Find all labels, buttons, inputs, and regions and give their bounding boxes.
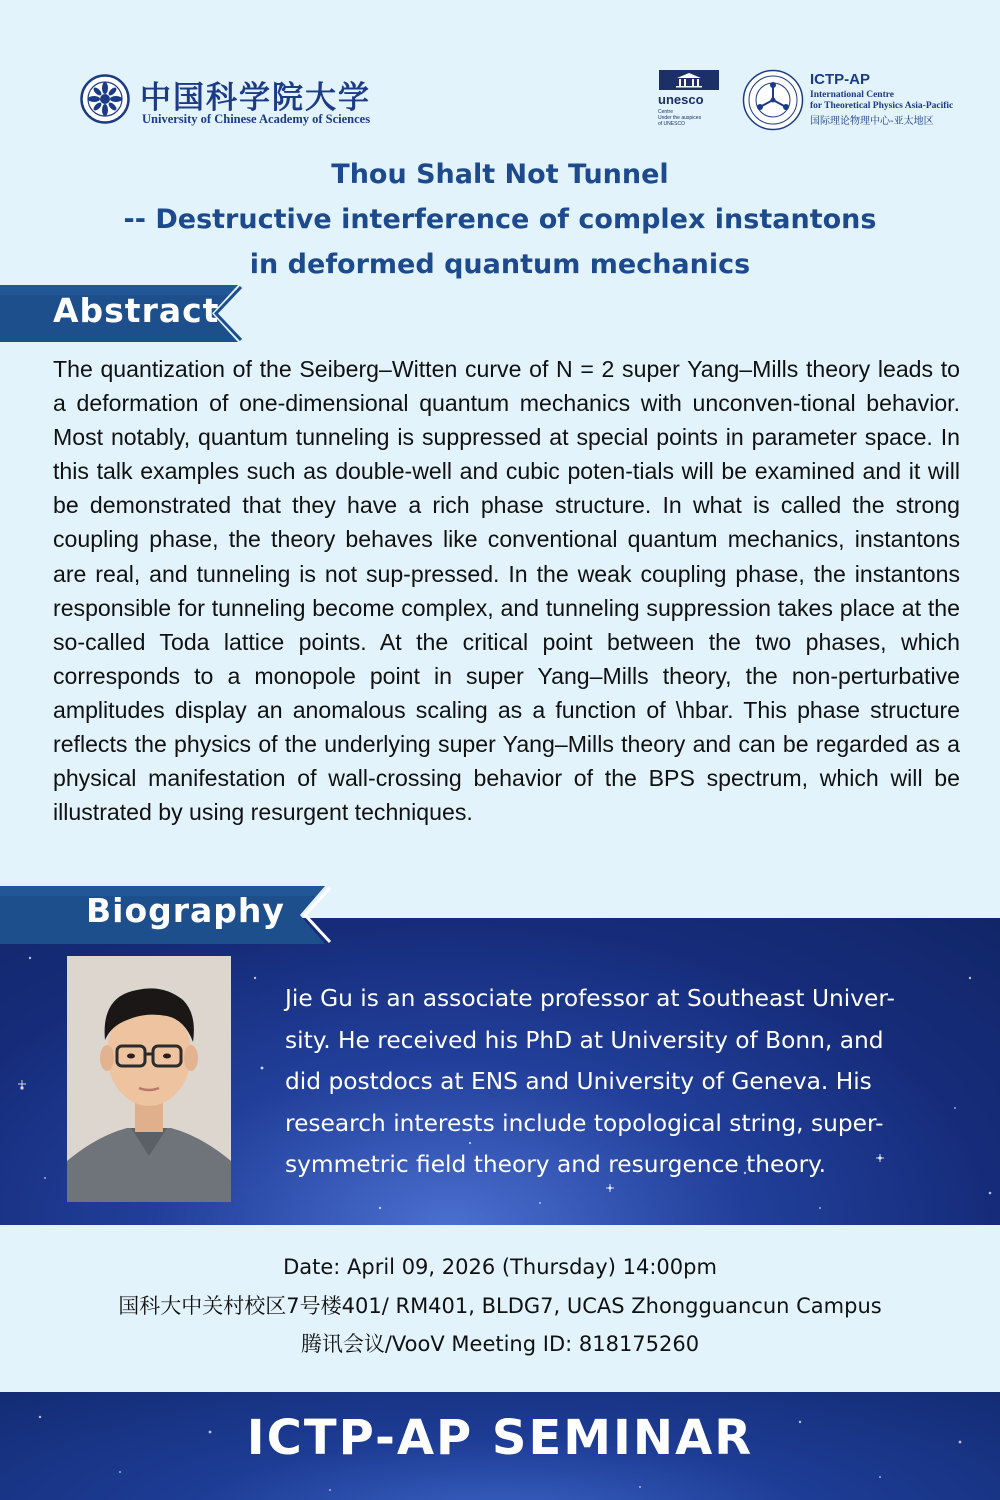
abstract-text: The quantization of the Seiberg–Witten curve of N = 2 super Yang–Mills theory leads to a deformation of one-dimensional quantum mechanics with unconven-tional behavior. Most notably, quantum tunneling is suppressed at special points in parameter space. In this talk examples such as double-well and cubic poten-tials will be examined and it will be demonstrated that they have a rich phase structure. In what is called the strong coupling phase, the theory behaves like conventional quantum mechanics, instantons are real, and tunneling is not sup-pressed. In the weak coupling phase, the instantons responsible for tunneling become complex, and tunneling suppression takes place at the so-called Toda lattice points. At the critical point between the two phases, which corresponds to a monopole point in super Yang–Mills theory, the non-perturbative amplitudes display an anomalous scaling as a function of \hbar. This phase structure reflects the physics of the underlying super Yang–Mills theory and can be regarded as a physical manifestation of wall-crossing behavior of the BPS spectrum, which will be illustrated by using resurgent techniques.	[53, 356, 960, 826]
ictp-name-line: for Theoretical Physics Asia-Pacific	[810, 101, 954, 111]
unesco-note-line: Centre	[658, 109, 674, 115]
biography-banner	[0, 886, 345, 944]
biography-line: research interests include topological string, super-	[285, 1109, 884, 1137]
talk-title-line: -- Destructive interference of complex instantons	[123, 204, 877, 235]
ictp-name-line: International Centre	[810, 90, 894, 100]
unesco-temple-icon	[659, 70, 719, 90]
biography-line: sity. He received his PhD at University of Bonn, and	[285, 1026, 884, 1054]
event-date: Date: April 09, 2026 (Thursday) 14:00pm	[283, 1255, 717, 1279]
biography-line: Jie Gu is an associate professor at Southeast Univer-	[285, 985, 895, 1012]
talk-title	[0, 152, 1000, 287]
speaker-photo	[67, 956, 231, 1202]
seminar-series-title: ICTP-AP SEMINAR	[246, 1410, 754, 1466]
unesco-wordmark: unesco	[658, 92, 704, 107]
abstract-banner	[0, 285, 252, 342]
ucas-logo	[80, 72, 370, 134]
biography-heading: Biography	[86, 891, 285, 930]
footer	[0, 1392, 1000, 1500]
unesco-logo	[655, 70, 725, 130]
unesco-note	[658, 109, 718, 127]
talk-title-line: in deformed quantum mechanics	[249, 249, 751, 280]
event-meeting-id: 腾讯会议/VooV Meeting ID: 818175260	[300, 1332, 700, 1356]
speaker-portrait-icon	[67, 956, 231, 1202]
event-venue: 国科大中关村校区7号楼401/ RM401, BLDG7, UCAS Zhongguancun Campus	[118, 1293, 882, 1318]
abstract-heading: Abstract	[53, 291, 220, 330]
event-info	[0, 1248, 1000, 1364]
unesco-note-line: of UNESCO	[658, 121, 685, 127]
biography-line: did postdocs at ENS and University of Geneva. His	[285, 1068, 872, 1095]
ictp-name-cn: 国际理论物理中心-亚太地区	[810, 116, 934, 127]
ucas-name-en: University of Chinese Academy of Sciences	[142, 112, 371, 126]
ucas-name-cn: 中国科学院大学	[140, 80, 371, 116]
unesco-note-line: Under the auspices	[658, 115, 702, 121]
ucas-seal-icon	[80, 74, 130, 124]
ictp-title: ICTP-AP	[810, 71, 870, 88]
ictp-ap-logo	[742, 69, 962, 133]
talk-title-line: Thou Shalt Not Tunnel	[331, 159, 669, 190]
biography-text	[285, 978, 955, 1186]
biography-line: symmetric field theory and resurgence theory.	[285, 1151, 827, 1178]
ictp-ap-seal-icon	[742, 69, 804, 131]
